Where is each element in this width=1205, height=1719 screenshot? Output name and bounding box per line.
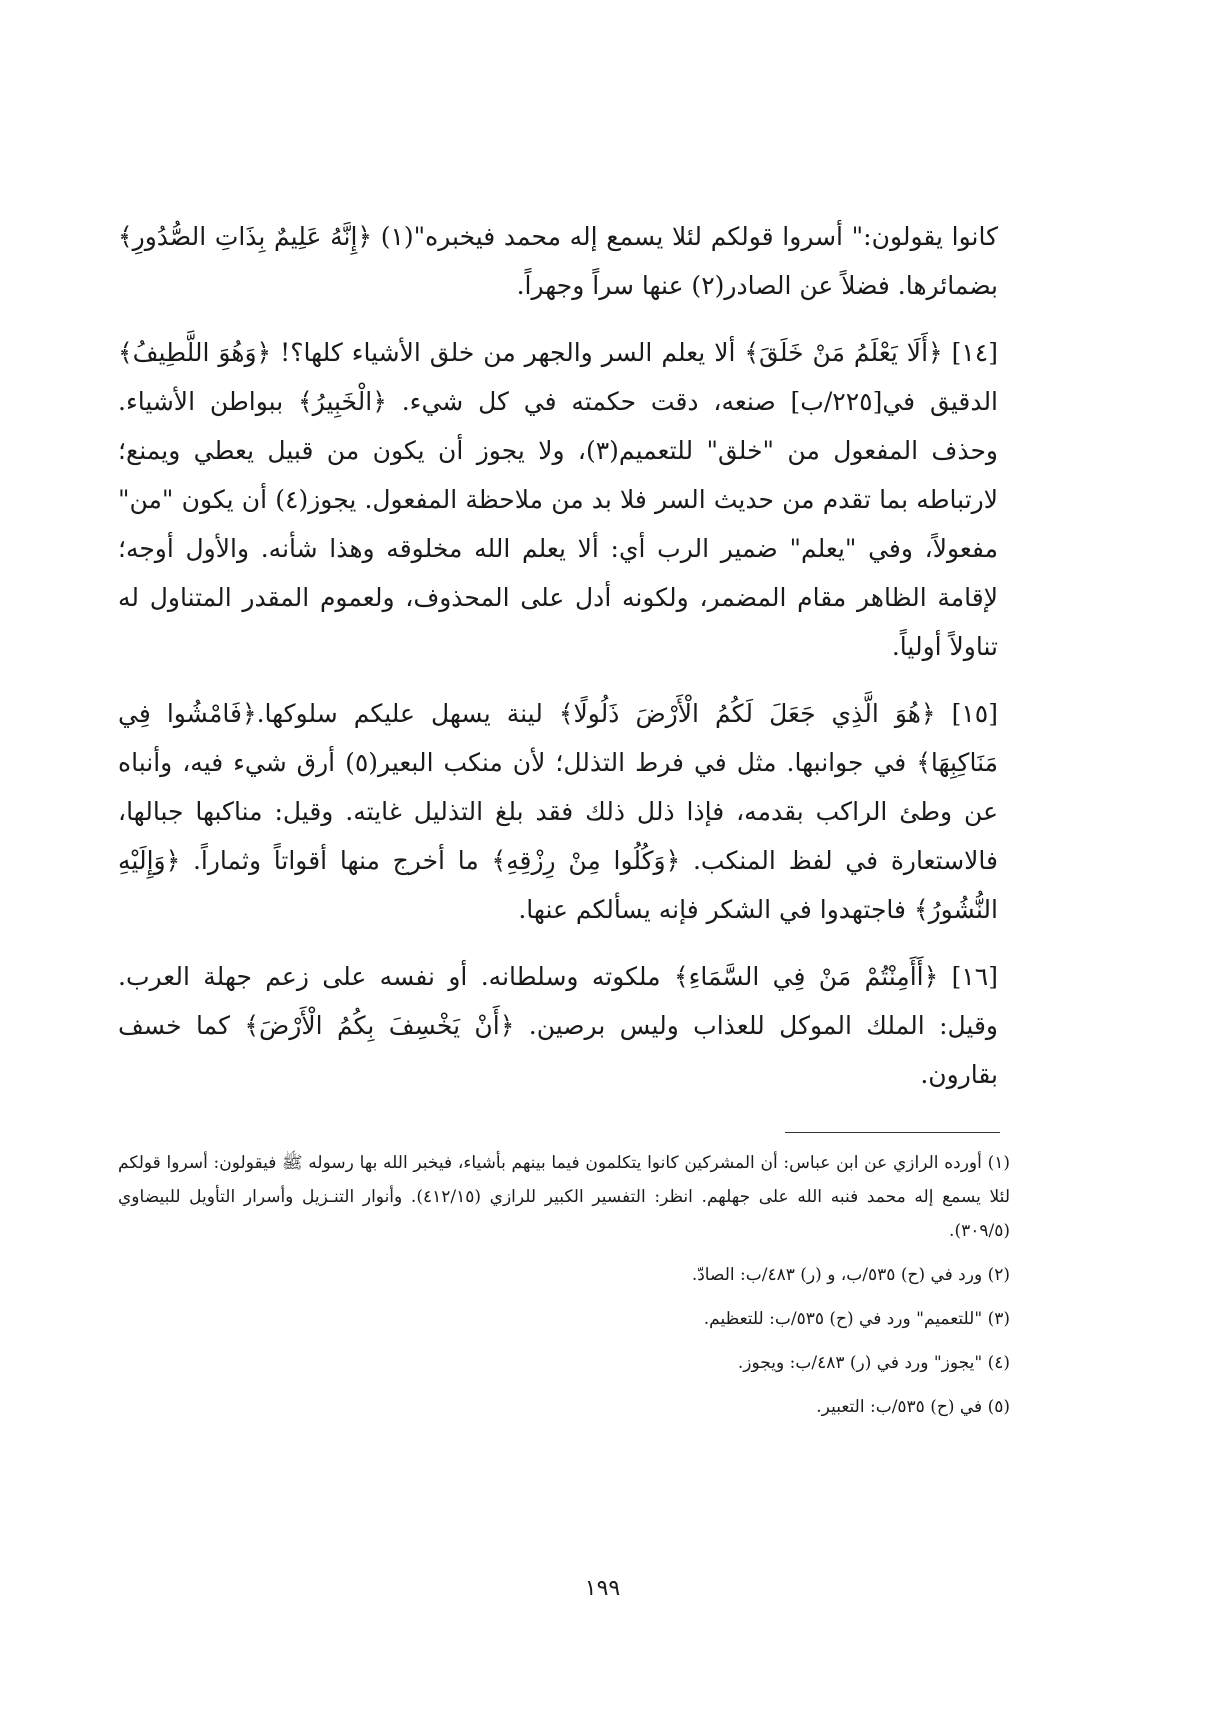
footnote-1: (١) أورده الرازي عن ابن عباس: أن المشركين كانوا يتكلمون فيما بينهم بأشياء، فيخبر الله بها رسوله ﷺ فيقولون: أسروا قولكم لئلا يسمع إله محمد فنبه الله على جهلهم. انظر: التفسير الكبير للرازي (٤١٢/١٥). وأنوار التنـزيل وأسرار التأويل للبيضاوي (٣٠٩/٥). [118,1153,1010,1241]
footnote-4: (٤) "يجوز" ورد في (ر) ٤٨٣/ب: ويجوز. [737,1353,1010,1373]
footnote-separator [785,1132,1000,1133]
footnote-5: (٥) في (ح) ٥٣٥/ب: التعبير. [816,1397,1010,1417]
paragraph-verse-14: [١٤] ﴿أَلَا يَعْلَمُ مَنْ خَلَقَ﴾ ألا يعلم السر والجهر من خلق الأشياء كلها؟! ﴿وَهُوَ اللَّطِيفُ﴾ الدقيق في[٢٢٥/ب] صنعه، دقت حكمته في كل شيء. ﴿الْخَبِيرُ﴾ ببواطن الأشياء. وحذف المفعول من "خلق" للتعميم(٣)، ولا يجوز أن يكون من قبيل يعطي ويمنع؛ لارتباطه بما تقدم من حديث السر فلا بد من ملاحظة المفعول. يجوز(٤) أن يكون "من" مفعولاً، وفي "يعلم" ضمير الرب أي: ألا يعلم الله مخلوقه وهذا شأنه. والأول أوجه؛ لإقامة الظاهر مقام المضمر، ولكونه أدل على المحذوف، ولعموم المقدر المتناول له تناولاً أولياً. [118,338,999,661]
page-number: ١٩٩ [584,1576,621,1601]
main-text [118,212,998,1117]
paragraph-intro: كانوا يقولون:" أسروا قولكم لئلا يسمع إله محمد فيخبره"(١) ﴿إِنَّهُ عَلِيمٌ بِذَاتِ الصُّدُورِ﴾ بضمائرها. فضلاً عن الصادر(٢) عنها سراً وجهراً. [118,222,999,300]
paragraph-verse-15: [١٥] ﴿هُوَ الَّذِي جَعَلَ لَكُمُ الْأَرْضَ ذَلُولًا﴾ لينة يسهل عليكم سلوكها.﴿فَامْشُوا فِي مَنَاكِبِهَا﴾ في جوانبها. مثل في فرط التذلل؛ لأن منكب البعير(٥) أرق شيء فيه، وأنباه عن وطئ الراكب بقدمه، فإذا ذلل ذلك فقد بلغ التذليل غايته. وقيل: مناكبها جبالها، فالاستعارة في لفظ المنكب. ﴿وَكُلُوا مِنْ رِزْقِهِ﴾ ما أخرج منها أقواتاً وثماراً. ﴿وَإِلَيْهِ النُّشُورُ﴾ فاجتهدوا في الشكر فإنه يسألكم عنها. [118,699,998,924]
paragraph-verse-16: [١٦] ﴿أَأَمِنْتُمْ مَنْ فِي السَّمَاءِ﴾ ملكوته وسلطانه. أو نفسه على زعم جهلة العرب. وقيل: الملك الموكل للعذاب وليس برصين. ﴿أَنْ يَخْسِفَ بِكُمُ الْأَرْضَ﴾ كما خسف بقارون. [118,962,998,1089]
footnotes [118,1146,1010,1434]
footnote-2: (٢) ورد في (ح) ٥٣٥/ب، و (ر) ٤٨٣/ب: الصادّ. [691,1265,1010,1285]
footnote-3: (٣) "للتعميم" ورد في (ح) ٥٣٥/ب: للتعظيم. [703,1309,1010,1329]
